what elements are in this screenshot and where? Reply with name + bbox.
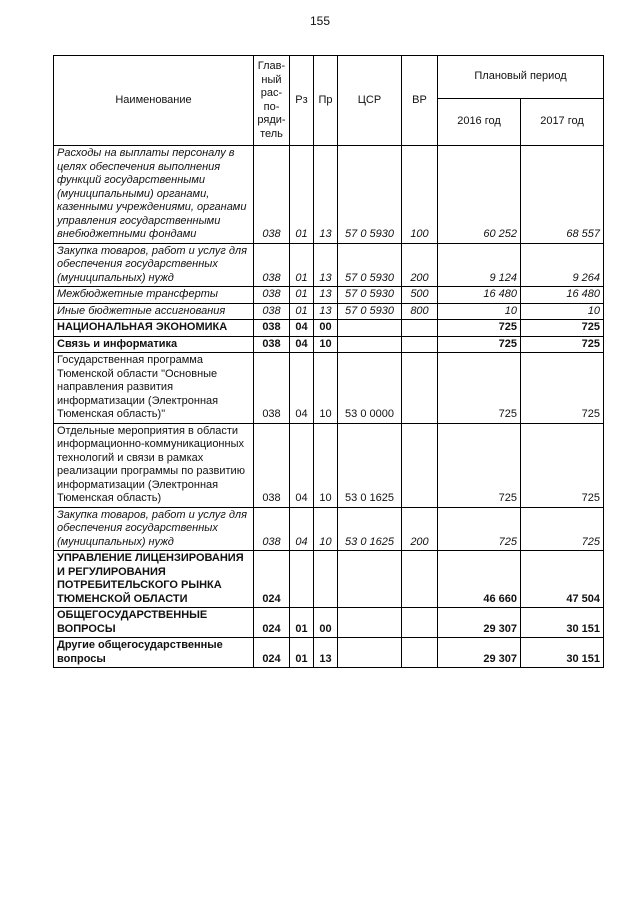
row-vr: 100 <box>402 146 438 244</box>
row-pr: 13 <box>314 638 338 668</box>
row-rz: 04 <box>290 353 314 424</box>
row-rz: 01 <box>290 146 314 244</box>
row-pr: 00 <box>314 608 338 638</box>
row-name: Государственная программа Тюменской области "Основные направления развития информатизации (Электронная Тюменская область)" <box>54 353 254 424</box>
row-pr: 00 <box>314 320 338 337</box>
table-row <box>54 146 604 244</box>
row-value-2017: 10 <box>521 303 604 320</box>
table-row <box>54 507 604 551</box>
row-name: Другие общегосударственные вопросы <box>54 638 254 668</box>
row-pr: 13 <box>314 146 338 244</box>
row-value-2017: 725 <box>521 320 604 337</box>
row-name: Межбюджетные трансферты <box>54 287 254 304</box>
row-rz: 01 <box>290 287 314 304</box>
row-value-2016: 725 <box>438 320 521 337</box>
row-value-2017: 16 480 <box>521 287 604 304</box>
table-row <box>54 423 604 507</box>
row-admin: 038 <box>254 336 290 353</box>
row-vr <box>402 551 438 608</box>
row-value-2016: 725 <box>438 353 521 424</box>
row-vr <box>402 608 438 638</box>
row-pr: 10 <box>314 336 338 353</box>
row-csr <box>338 551 402 608</box>
row-csr <box>338 638 402 668</box>
row-name: НАЦИОНАЛЬНАЯ ЭКОНОМИКА <box>54 320 254 337</box>
row-rz: 01 <box>290 638 314 668</box>
row-name: Отдельные мероприятия в области информационно-коммуникационных технологий и связи в рамках реализации программы по развитию информатизации (Электронная Тюменская область) <box>54 423 254 507</box>
row-vr <box>402 353 438 424</box>
row-value-2016: 60 252 <box>438 146 521 244</box>
header-planned-period: Плановый период <box>438 56 604 99</box>
table-row <box>54 551 604 608</box>
row-name: ОБЩЕГОСУДАРСТВЕННЫЕ ВОПРОСЫ <box>54 608 254 638</box>
row-value-2016: 29 307 <box>438 638 521 668</box>
row-value-2016: 725 <box>438 336 521 353</box>
row-value-2016: 9 124 <box>438 243 521 287</box>
row-vr <box>402 638 438 668</box>
table-row <box>54 608 604 638</box>
row-rz <box>290 551 314 608</box>
row-csr <box>338 320 402 337</box>
row-name: УПРАВЛЕНИЕ ЛИЦЕНЗИРОВАНИЯ И РЕГУЛИРОВАНИЯ ПОТРЕБИТЕЛЬСКОГО РЫНКА ТЮМЕНСКОЙ ОБЛАСТИ <box>54 551 254 608</box>
row-csr: 53 0 1625 <box>338 423 402 507</box>
row-admin: 038 <box>254 243 290 287</box>
row-pr: 10 <box>314 353 338 424</box>
row-pr <box>314 551 338 608</box>
table-row <box>54 320 604 337</box>
page-number: 155 <box>309 14 331 28</box>
row-pr: 13 <box>314 243 338 287</box>
row-rz: 04 <box>290 423 314 507</box>
header-year-2016: 2016 год <box>438 99 521 146</box>
row-pr: 10 <box>314 507 338 551</box>
row-admin: 038 <box>254 320 290 337</box>
row-admin: 038 <box>254 423 290 507</box>
row-rz: 04 <box>290 336 314 353</box>
row-pr: 10 <box>314 423 338 507</box>
row-value-2017: 30 151 <box>521 608 604 638</box>
row-admin: 024 <box>254 608 290 638</box>
row-name: Закупка товаров, работ и услуг для обеспечения государственных (муниципальных) нужд <box>54 507 254 551</box>
table-row <box>54 287 604 304</box>
header-pr: Пр <box>314 56 338 146</box>
row-admin: 038 <box>254 303 290 320</box>
row-value-2017: 47 504 <box>521 551 604 608</box>
table-row <box>54 303 604 320</box>
header-rz: Рз <box>290 56 314 146</box>
row-name: Связь и информатика <box>54 336 254 353</box>
row-vr: 800 <box>402 303 438 320</box>
table-row <box>54 353 604 424</box>
row-name: Закупка товаров, работ и услуг для обеспечения государственных (муниципальных) нужд <box>54 243 254 287</box>
row-rz: 01 <box>290 243 314 287</box>
row-vr: 200 <box>402 507 438 551</box>
row-csr: 53 0 0000 <box>338 353 402 424</box>
table-row <box>54 336 604 353</box>
table-row <box>54 638 604 668</box>
row-csr <box>338 336 402 353</box>
header-vr: ВР <box>402 56 438 146</box>
row-admin: 038 <box>254 353 290 424</box>
header-admin-text: Глав- ный рас- по- ряди- тель <box>257 60 286 140</box>
row-vr <box>402 423 438 507</box>
budget-table <box>53 55 604 668</box>
table-body <box>54 146 604 668</box>
row-value-2016: 16 480 <box>438 287 521 304</box>
row-value-2016: 725 <box>438 507 521 551</box>
row-csr: 57 0 5930 <box>338 243 402 287</box>
row-admin: 038 <box>254 146 290 244</box>
row-pr: 13 <box>314 287 338 304</box>
row-vr: 500 <box>402 287 438 304</box>
header-name: Наименование <box>54 56 254 146</box>
row-rz: 04 <box>290 507 314 551</box>
row-csr: 53 0 1625 <box>338 507 402 551</box>
row-csr <box>338 608 402 638</box>
row-admin: 038 <box>254 287 290 304</box>
row-value-2016: 10 <box>438 303 521 320</box>
row-csr: 57 0 5930 <box>338 303 402 320</box>
row-admin: 024 <box>254 551 290 608</box>
row-value-2017: 725 <box>521 353 604 424</box>
row-value-2017: 30 151 <box>521 638 604 668</box>
row-value-2016: 725 <box>438 423 521 507</box>
row-admin: 038 <box>254 507 290 551</box>
row-value-2017: 725 <box>521 423 604 507</box>
row-name: Иные бюджетные ассигнования <box>54 303 254 320</box>
row-rz: 01 <box>290 303 314 320</box>
row-value-2017: 9 264 <box>521 243 604 287</box>
row-pr: 13 <box>314 303 338 320</box>
row-rz: 01 <box>290 608 314 638</box>
row-value-2017: 68 557 <box>521 146 604 244</box>
table-row <box>54 243 604 287</box>
row-admin: 024 <box>254 638 290 668</box>
header-admin <box>254 56 290 146</box>
row-vr <box>402 336 438 353</box>
row-value-2016: 46 660 <box>438 551 521 608</box>
row-name: Расходы на выплаты персоналу в целях обеспечения выполнения функций государственными (муниципальными) органами, казенными учреждениями, органами управления государственными внебюджетными фондами <box>54 146 254 244</box>
row-vr <box>402 320 438 337</box>
row-value-2016: 29 307 <box>438 608 521 638</box>
row-value-2017: 725 <box>521 336 604 353</box>
row-vr: 200 <box>402 243 438 287</box>
header-year-2017: 2017 год <box>521 99 604 146</box>
row-rz: 04 <box>290 320 314 337</box>
row-csr: 57 0 5930 <box>338 146 402 244</box>
header-csr: ЦСР <box>338 56 402 146</box>
row-csr: 57 0 5930 <box>338 287 402 304</box>
row-value-2017: 725 <box>521 507 604 551</box>
